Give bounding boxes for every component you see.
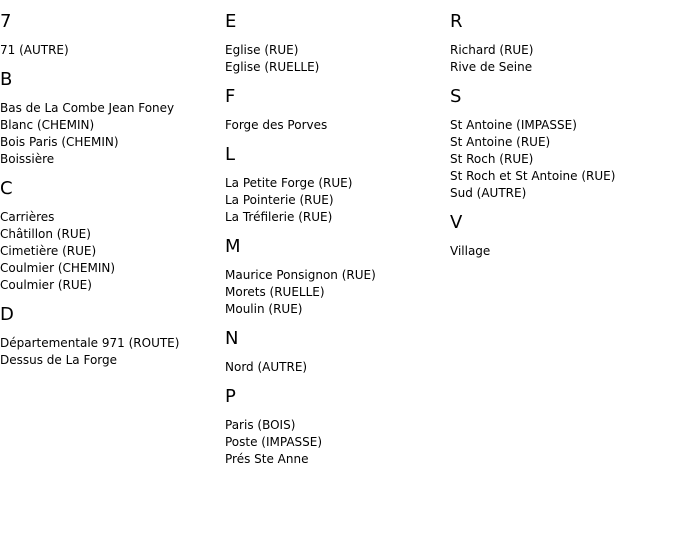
street-name: Cimetière (RUE) [0, 244, 97, 258]
letter-heading: F [225, 86, 236, 107]
letter-heading: M [225, 236, 241, 257]
street-name: St Antoine (IMPASSE) [450, 118, 577, 132]
letter-heading: N [225, 328, 239, 349]
street-name: Dessus de La Forge [0, 353, 118, 367]
letter-heading: C [0, 178, 13, 199]
street-name: Coulmier (RUE) [0, 278, 92, 292]
street-list [450, 42, 670, 76]
street-list [0, 209, 220, 294]
letter-section [225, 11, 445, 76]
street-name: Bois Paris (CHEMIN) [0, 135, 119, 149]
street-name: Paris (BOIS) [225, 418, 296, 432]
street-name: Forge des Porves [225, 118, 328, 132]
letter-section [0, 11, 220, 59]
street-name: Richard (RUE) [450, 43, 534, 57]
street-name: Départementale 971 (ROUTE) [0, 336, 180, 350]
letter-section [225, 386, 445, 468]
index-column-3 [450, 0, 670, 270]
street-name: St Roch (RUE) [450, 152, 534, 166]
street-list [225, 359, 445, 376]
letter-heading: S [450, 86, 462, 107]
street-name: Boissière [0, 152, 55, 166]
letter-section [450, 11, 670, 76]
street-name: Coulmier (CHEMIN) [0, 261, 116, 275]
letter-heading: D [0, 304, 14, 325]
street-name: Prés Ste Anne [225, 452, 309, 466]
street-name: La Tréfilerie (RUE) [225, 210, 333, 224]
street-list [225, 417, 445, 468]
letter-section [225, 144, 445, 226]
letter-section [0, 69, 220, 168]
street-list [0, 42, 220, 59]
street-name: Morets (RUELLE) [225, 285, 325, 299]
street-name: Poste (IMPASSE) [225, 435, 323, 449]
index-column-1 [0, 0, 220, 379]
street-name: Châtillon (RUE) [0, 227, 91, 241]
street-name: La Pointerie (RUE) [225, 193, 334, 207]
street-name: Sud (AUTRE) [450, 186, 527, 200]
street-name: St Roch et St Antoine (RUE) [450, 169, 616, 183]
street-name: Carrières [0, 210, 55, 224]
street-name: Blanc (CHEMIN) [0, 118, 95, 132]
letter-heading: V [450, 212, 463, 233]
letter-section [225, 236, 445, 318]
street-name: Nord (AUTRE) [225, 360, 308, 374]
street-list [450, 243, 670, 260]
street-name: Village [450, 244, 491, 258]
letter-section [0, 178, 220, 294]
letter-section [225, 328, 445, 376]
street-list [225, 42, 445, 76]
street-name: Bas de La Combe Jean Foney [0, 101, 175, 115]
street-list [450, 117, 670, 202]
letter-heading: 7 [0, 11, 12, 32]
letter-section [450, 86, 670, 202]
letter-heading: P [225, 386, 236, 407]
index-column-2 [225, 0, 445, 478]
letter-heading: E [225, 11, 237, 32]
street-list [225, 117, 445, 134]
letter-section [0, 304, 220, 369]
street-name: St Antoine (RUE) [450, 135, 551, 149]
letter-heading: L [225, 144, 236, 165]
letter-section [450, 212, 670, 260]
street-name: La Petite Forge (RUE) [225, 176, 353, 190]
letter-section [225, 86, 445, 134]
street-list [225, 175, 445, 226]
street-name: 71 (AUTRE) [0, 43, 69, 57]
street-list [0, 100, 220, 168]
letter-heading: B [0, 69, 13, 90]
street-list [0, 335, 220, 369]
street-name: Moulin (RUE) [225, 302, 303, 316]
street-name: Eglise (RUE) [225, 43, 299, 57]
street-name: Rive de Seine [450, 60, 533, 74]
street-list [225, 267, 445, 318]
letter-heading: R [450, 11, 463, 32]
street-name: Maurice Ponsignon (RUE) [225, 268, 376, 282]
street-name: Eglise (RUELLE) [225, 60, 320, 74]
